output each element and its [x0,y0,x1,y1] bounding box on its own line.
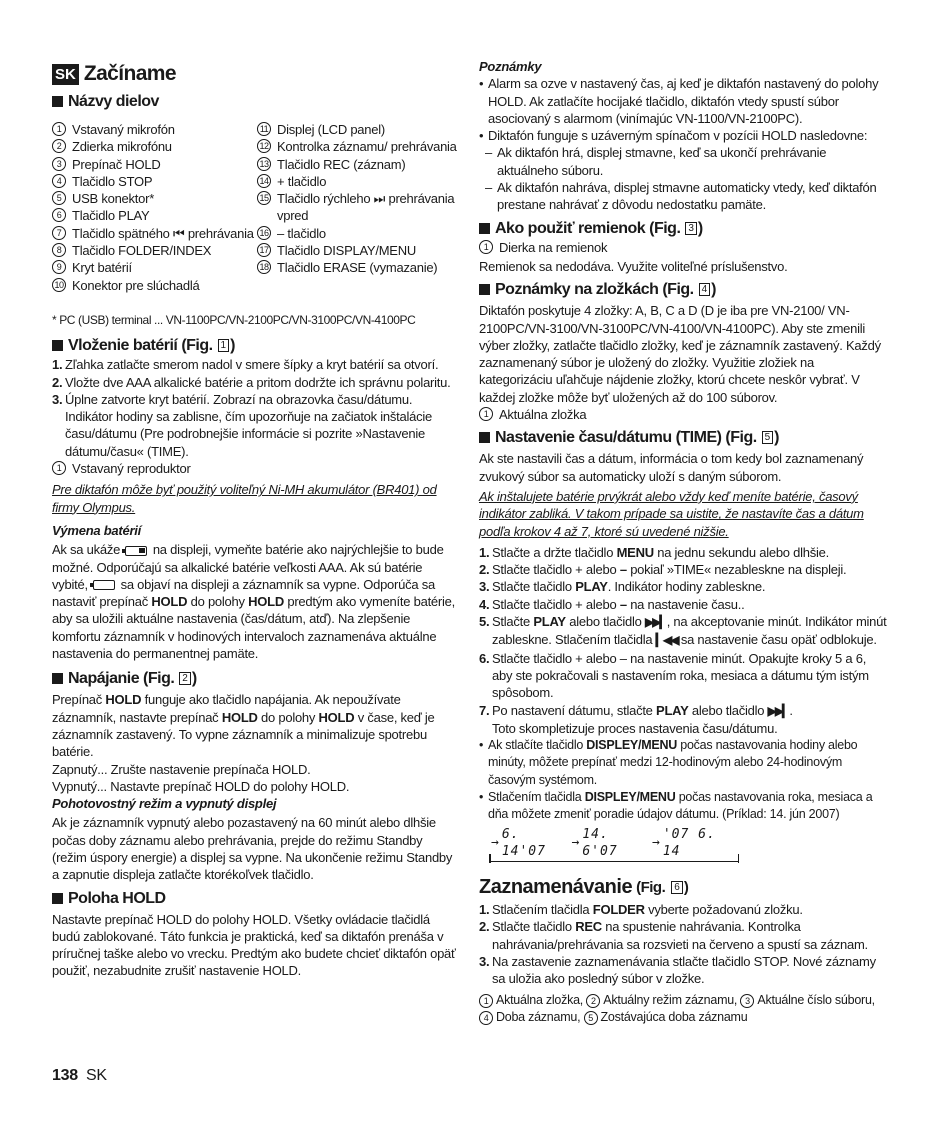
part-label: + tlačidlo [277,173,327,189]
part-label: Displej (LCD panel) [277,122,385,137]
text-span: na spustenie nahrávania. Kontrolka nahrávania/prehrávania sa rozsvieti na červeno a spustí sa záznam. [492,919,868,952]
page-title [52,60,457,88]
step-number: 2. [52,374,63,390]
step-text [492,578,889,595]
part-item [257,242,457,259]
text-span: Stlačte tlačidlo [492,579,572,595]
callout-number: 3 [740,994,754,1008]
step-text [492,561,889,578]
callout-text: Aktuálne číslo súboru, [757,992,875,1007]
text-span: . Indikátor hodiny zableskne. [607,579,766,595]
callout-number: 5 [584,1011,598,1025]
list-item [479,578,889,595]
text-span: Stlačením tlačidla [492,902,590,918]
battery-heading: Vloženie batérií (Fig. 1 ) [52,335,457,356]
text-span: Stlačte a držte tlačidlo [492,544,614,560]
text-span: Prepínač [52,692,103,708]
text-span: do polohy [261,709,316,725]
note-text: Diktafón funguje s uzáverným spínačom v pozícii HOLD nasledovne: [488,128,868,144]
recording-heading-text: Zaznamenávanie [479,876,633,899]
part-item [52,259,257,276]
part-label: Konektor pre slúchadlá [72,277,200,293]
fig-label: (Fig. [636,879,666,897]
figure-number: 5 [762,431,774,444]
callout-number: 1 [479,994,493,1008]
text-span: na nastavenie času.. [630,596,745,612]
recording-callout [479,1010,580,1024]
step-number: 1. [52,357,63,373]
battery-steps [52,356,457,460]
power-heading: Napájanie (Fig. 2 ) [52,668,457,689]
note-text: Ak diktafón nahráva, displej stmavne automaticky vtedy, keď diktafón prestane nahrávať z dôvodu nedostatku pamäte. [497,180,877,213]
battery-low-icon [125,546,147,556]
text-span: , na akceptovanie minút. Indikátor minút zableskne. Stlačením tlačidla [492,614,887,648]
power-off-line: Vypnutý... Nastavte prepínač HOLD do polohy HOLD. [52,778,350,794]
part-label: – tlačidlo [277,225,326,241]
step-text [492,613,889,650]
callout-text: Aktuálna zložka, [496,992,584,1007]
callout-text: Doba záznamu, [496,1009,581,1024]
arrow-right-icon: → [491,835,500,851]
recording-callout [740,993,875,1007]
step-number: 3. [479,579,490,595]
callout-number: 1 [479,407,493,421]
part-label: Tlačidlo REC (záznam) [277,156,406,172]
part-item [52,121,257,138]
lcd-date-format: '07 6. 14 [662,826,716,859]
battery-callout [52,460,457,477]
step-text [492,901,889,918]
folders-text: Diktafón poskytuje 4 zložky: A, B, C a D (D je iba pre VN-2100/ VN-2100PC/VN-3100/VN-3100PC/VN-4100/VN-4100PC). Aby ste zmenili výber zložky, zatlačte tlačidlo zložky, keď je záznamník zastavený. Každý zaznamenaný súbor je uložený do zložky. Využitie zložiek na kategorizáciu uľahčuje nájdenie zložky, ktorú chcete neskôr vybrať. V každej zložke môže byť uložených až do 100 súborov. [479,303,881,405]
text-span: Po nastavení dátumu, stlačte [492,702,653,718]
part-item [257,190,457,225]
list-item [479,650,889,702]
text-span: sa nastavenie času opäť odblokuje. [680,632,877,648]
folders-heading-text: Poznámky na zložkách (Fig. [495,281,694,299]
part-item [257,121,457,138]
step-text: Po nastavení dátumu, stlačte PLAY alebo tlačidlo ▶▶▎. Toto skompletizuje proces nastavenia času/dátumu. [492,702,793,736]
step-number: 5. [479,614,490,630]
strap-text: Remienok sa nedodáva. Využite voliteľné príslušenstvo. [479,258,788,274]
part-label: Tlačidlo rýchleho ⏭ prehrávania vpred [277,191,455,224]
list-item [479,953,889,988]
bold-term: HOLD [248,594,284,610]
step-number: 6. [479,650,490,666]
step-text: Stlačte tlačidlo + alebo – na nastavenie minút. Opakujte kroky 5 a 6, aby ste pokračovali s nastavením roka, mesiaca a dátumu tým istým spôsobom. [492,650,869,701]
arrow-right-icon: → [652,835,661,851]
text-span: sa vypne. Odporúča sa nastaviť prepínač [52,576,435,610]
list-item [52,356,457,373]
square-bullet-icon [479,223,490,234]
hold-heading-text: Poloha HOLD [68,889,166,907]
step-text [492,596,889,613]
date-format-display [489,826,739,863]
power-text [52,691,457,760]
list-item [479,613,889,650]
step-number: 3. [52,391,63,407]
callout-number: 1 [479,240,493,254]
part-number: 14 [257,174,271,188]
part-item [257,173,457,190]
part-label: Prepínač HOLD [72,156,161,172]
note-dash-item: – Ak diktafón hrá, displej stmavne, keď sa ukončí prehrávanie aktuálneho súboru. [479,144,889,179]
part-label: Tlačidlo PLAY [72,208,150,224]
folders-heading: Poznámky na zložkách (Fig. 4 ) [479,279,889,300]
note-text: Ak diktafón hrá, displej stmavne, keď sa ukončí prehrávanie aktuálneho súboru. [497,145,827,178]
square-bullet-icon [52,96,63,107]
text-span: na displeji, vymeňte batérie ako najrýchlejšie to bude možné. Odporúčajú sa alkalické batérie veľkosti AAA. Ak sú batérie vybité, [52,542,444,592]
parts-heading-text: Názvy dielov [68,93,159,110]
list-item [479,901,889,918]
language-badge: SK [52,64,79,85]
step-number: 1. [479,902,490,918]
part-item [52,277,257,294]
text-span: na jednu sekundu alebo dlhšie. [657,544,829,560]
note-item: • Alarm sa ozve v nastavený čas, aj keď je diktafón nastavený do polohy HOLD. Ak zatlačíte hocijaké tlačidlo, diktafón vtedy spustí súbor asociovaný s alarmom (vinímajúc VN-1100/VN-2100PC). [479,75,889,127]
part-label: Tlačidlo spätného ⏮ prehrávania [72,225,254,241]
square-bullet-icon [479,432,490,443]
time-bullet: • Ak stlačíte tlačidlo DISPLEY/MENU počas nastavovania hodiny alebo minúty, môžete prepínať medzi 12-hodinovým alebo 24-hodinovým časovým systémom. [479,738,858,787]
battery-empty-icon [93,580,115,590]
left-column [52,56,457,980]
list-item [479,702,889,738]
recording-heading: Zaznamenávanie (Fig. 6 ) [479,874,889,901]
part-label: Vstavaný mikrofón [72,122,175,137]
step-text: Vložte dve AAA alkalické batérie a pritom dodržte ich správnu polaritu. [65,374,451,390]
part-label: Kontrolka záznamu/ prehrávania [277,139,457,155]
part-item [52,225,257,242]
part-number: 3 [52,157,66,171]
part-number: 1 [52,122,66,136]
recording-callout [586,993,737,1007]
callout-text: Vstavaný reproduktor [72,461,191,477]
right-column [479,58,889,1026]
part-label: Zdierka mikrofónu [72,139,172,155]
text-span: počas nastavovania hodiny alebo minúty, môžete prepínať medzi 12-hodinovým alebo 24-hodinovým časovým systémom. [488,738,858,787]
text-span: predtým ako vymeníte batérie, aby sa uložili aktuálne nastavenia (čas/dátum, atď). Na zlepšenie komfortu záznamník v hodinových intervaloch zaznamenáva aktuálne nastavenia do permanentnej pamäte. [52,594,455,662]
part-label: Tlačidlo STOP [72,173,153,189]
list-item [479,561,889,578]
part-number: 9 [52,260,66,274]
part-item [52,242,257,259]
figure-number: 4 [699,283,711,296]
list-item [52,374,457,391]
step-number: 2. [479,562,490,578]
text-span: alebo tlačidlo [569,614,642,630]
arrow-right-icon: → [571,835,581,851]
part-number: 4 [52,174,66,188]
square-bullet-icon [479,284,490,295]
replace-text [52,541,457,662]
hold-heading [52,888,457,909]
bold-term: HOLD [151,594,188,610]
lcd-date-format: 6. 14'07 [501,826,546,859]
part-number: 17 [257,243,271,257]
folders-callout [479,406,889,423]
part-item [52,207,257,224]
part-label: Kryt batérií [72,260,132,276]
part-number: 12 [257,139,271,153]
text-span: pokiaľ »TIME« nezableskne na displeji. [630,562,847,578]
text-span: Stlačte tlačidlo + alebo [492,562,617,578]
step-text: Úplne zatvorte kryt batérií. Zobrazí na obrazovka času/dátumu. Indikátor hodiny sa zablisne, čím upozorňuje na začiatok inštalácie času/dátumu (Pre podrobnejšie informácie si pozrite »Nastavenie dátumu/času« (TIME). [65,391,432,459]
lcd-date-format: 14. 6'07 [582,826,618,859]
bold-term: DISPLEY/MENU [586,738,678,753]
recording-callout [479,993,583,1007]
note-dash-item: – Ak diktafón nahráva, displej stmavne automaticky vtedy, keď diktafón prestane nahrávať z dôvodu nedostatku pamäte. [479,179,889,214]
step-text [492,544,889,561]
bold-term: DISPLEY/MENU [584,789,676,804]
standby-heading: Pohotovostný režim a vypnutý displej [52,796,277,812]
part-number: 2 [52,139,66,153]
square-bullet-icon [52,893,63,904]
parts-column-1 [52,121,257,294]
list-item [479,596,889,613]
part-item [52,138,257,155]
text-span: alebo tlačidlo [691,702,765,718]
power-heading-text: Napájanie (Fig. [68,670,175,688]
fast-forward-icon: ▶▶▎ [767,703,790,718]
square-bullet-icon [52,340,63,351]
bold-term: HOLD [318,709,355,725]
strap-callout [479,239,889,256]
text-span: vyberte požadovanú zložku. [648,902,803,918]
text-span: Stlačte [492,614,530,630]
time-warning: Ak inštalujete batérie prvýkrát alebo vždy keď meníte batérie, časový indikátor zabliká. V takom prípade sa uistite, že nastavíte čas a dátum podľa krokov 4 až 7, ktoré sú uvedené nižšie. [479,488,864,539]
hold-text: Nastavte prepínač HOLD do polohy HOLD. Všetky ovládacie tlačidlá budú zablokované. Táto funkcia je praktická, keď sa diktafón prenáša v príručnej taške alebo vo vrecku. Predtým ako budete chcieť diktafón opäť použiť, nezabudnite zrušiť nastavenie HOLD. [52,911,456,979]
step-text: Na zastavenie zaznamenávania stlačte tlačidlo STOP. Nové záznamy sa uložia ako posledný súbor v zložke. [492,954,876,987]
time-heading-text: Nastavenie času/dátumu (TIME) (Fig. [495,429,757,447]
part-number: 7 [52,226,66,240]
part-number: 15 [257,191,271,205]
part-number: 11 [257,122,271,136]
text-span: v čase, keď je záznamník zastavený. To vypne záznamník a minimalizuje spotrebu batérie. [52,709,435,760]
bold-term: FOLDER [592,902,645,918]
part-number: 10 [52,278,66,292]
figure-number: 3 [685,222,697,235]
figure-number: 6 [671,881,683,894]
recording-callout [584,1010,748,1024]
callout-text: Aktuálna zložka [499,407,587,423]
bold-term: MENU [616,544,654,560]
step-number: 2. [479,919,490,935]
battery-heading-text: Vloženie batérií (Fig. [68,337,213,355]
square-bullet-icon [52,673,63,684]
bold-term: REC [575,919,602,935]
standby-text: Ak je záznamník vypnutý alebo pozastavený na 60 minút alebo dlhšie počas doby záznamu alebo prehrávania, prejde do režimu Standby (režim úspory energie) a displej sa vypne. Na ukončenie režimu Standby a zapnutie displeja zatlačte ktorékoľvek tlačidlo. [52,815,453,883]
part-item [52,190,257,207]
figure-number: 2 [179,672,191,685]
page-footer [52,1066,107,1086]
text-span: Stlačením tlačidla [488,789,582,804]
text-span: sa objaví na displeji a záznamník [120,576,304,592]
usb-footnote: * PC (USB) terminal ... VN-1100PC/VN-2100PC/VN-3100PC/VN-4100PC [52,312,416,327]
bold-term: PLAY [575,579,608,595]
text-span: funguje ako tlačidlo napájania. Ak nepoužívate záznamník, nastavte prepínač [52,692,401,725]
text-span: do polohy [190,594,245,610]
strap-heading: Ako použiť remienok (Fig. 3 ) [479,218,889,239]
part-number: 18 [257,260,271,274]
callout-number: 4 [479,1011,493,1025]
power-on-line: Zapnutý... Zrušte nastavenie prepínača HOLD. [52,761,311,777]
part-number: 16 [257,226,271,240]
step-number: 7. [479,702,490,718]
page-number: 138 [52,1067,78,1084]
part-item [52,156,257,173]
time-heading: Nastavenie času/dátumu (TIME) (Fig. 5 ) [479,427,889,448]
bold-term: PLAY [656,702,689,718]
rewind-icon: ▎◀◀ [655,633,678,648]
part-number: 5 [52,191,66,205]
bold-term: HOLD [221,709,258,725]
part-label: Tlačidlo FOLDER/INDEX [72,243,212,259]
parts-column-2 [257,121,457,294]
part-label: USB konektor* [72,191,155,207]
part-item [257,138,457,155]
parts-heading [52,91,457,112]
notes-heading: Poznámky [479,59,542,74]
callout-text: Zostávajúca doba záznamu [600,1009,748,1024]
parts-list [52,121,457,294]
bold-term: PLAY [533,614,566,630]
text-span: Ak sa ukáže [52,542,121,558]
bold-term: – [619,596,627,612]
step-text [492,918,889,953]
text-span: počas nastavovania roka, mesiaca a dňa môžete zmeniť poradie údajov dátumu. (Príklad: 14. jún 2007) [488,789,873,822]
fast-forward-icon: ▶▶▎ [645,615,667,630]
recording-callouts [479,992,889,1027]
text-span: Stlačte tlačidlo + alebo [492,596,617,612]
step-text: Zľahka zatlačte smerom nadol v smere šípky a kryt batérií sa otvorí. [65,357,439,373]
part-item [52,173,257,190]
text-span: Toto skompletizuje proces nastavenia času/dátumu. [492,720,778,736]
note-text: Alarm sa ozve v nastavený čas, aj keď je diktafón nastavený do polohy HOLD. Ak zatlačíte hocijaké tlačidlo, diktafón vtedy spustí súbor asociovaný s alarmom (vinímajúc VN-1100/VN-2100PC). [488,76,879,126]
callout-number: 1 [52,461,66,475]
replace-heading: Výmena batérií [52,522,141,538]
part-number: 8 [52,243,66,257]
note-item: • Diktafón funguje s uzáverným spínačom v pozícii HOLD nasledovne: [479,127,889,144]
bold-term: – [619,562,627,578]
list-item [479,544,889,561]
time-bullet: • Stlačením tlačidla DISPLEY/MENU počas nastavovania roka, mesiaca a dňa môžete zmeniť poradie údajov dátumu. (Príklad: 14. jún 2007) [479,789,873,822]
text-span: Stlačte tlačidlo [492,919,572,935]
battery-note: Pre diktafón môže byť použitý voliteľný Ni-MH akumulátor (BR401) od firmy Olympus. [52,482,437,515]
part-label: Tlačidlo ERASE (vymazanie) [277,260,438,276]
part-item [257,156,457,173]
text-span: Ak stlačíte tlačidlo [488,738,584,753]
list-item [52,391,457,460]
part-number: 13 [257,157,271,171]
time-steps [479,544,889,737]
recording-steps [479,901,889,987]
part-label: Tlačidlo DISPLAY/MENU [277,243,416,259]
step-number: 4. [479,596,490,612]
step-number: 3. [479,954,490,970]
strap-heading-text: Ako použiť remienok (Fig. [495,219,681,237]
part-item [257,259,457,276]
bold-term: HOLD [105,692,142,708]
callout-text: Aktuálny režim záznamu, [603,992,738,1007]
step-number: 1. [479,544,490,560]
time-intro: Ak ste nastavili čas a dátum, informácia o tom kedy bol zaznamenaný zvukový súbor sa automaticky uloží s daným súborom. [479,451,864,484]
title-text: Začíname [83,62,176,85]
figure-number: 1 [218,339,230,352]
list-item [479,918,889,953]
part-number: 6 [52,208,66,222]
footer-language: SK [85,1067,107,1084]
part-item [257,225,457,242]
callout-number: 2 [586,994,600,1008]
callout-text: Dierka na remienok [499,239,608,255]
